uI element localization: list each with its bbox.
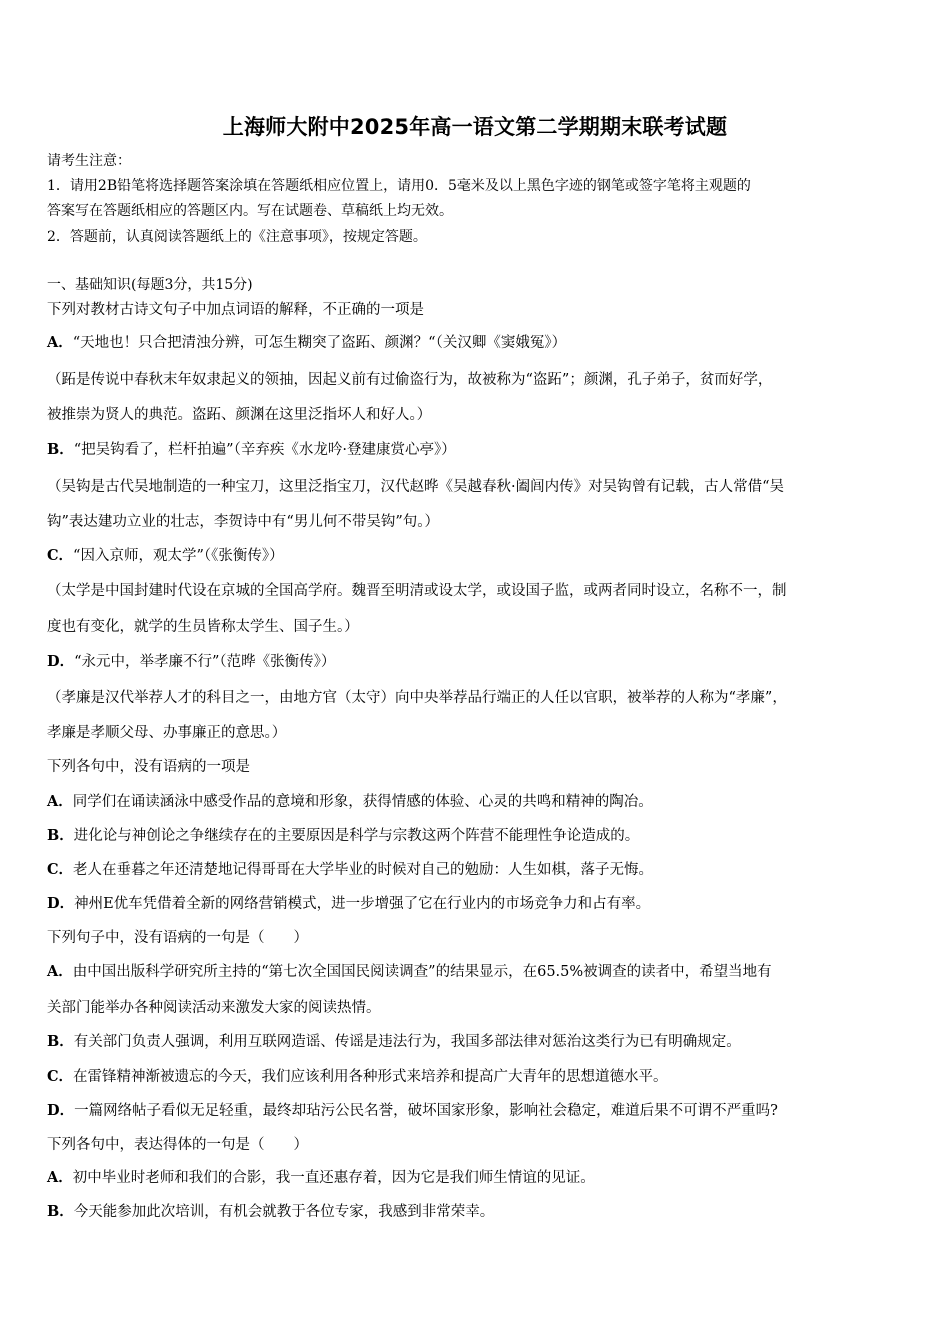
option-letter: B．	[47, 1033, 74, 1050]
option-d	[47, 894, 650, 914]
option-letter: D．	[47, 653, 75, 670]
option-text: 神州E优车凭借着全新的网络营销模式，进一步增强了它在行业内的市场竞争力和占有率。	[74, 896, 651, 912]
option-letter: A．	[47, 334, 73, 351]
option-letter: C．	[47, 861, 74, 878]
option-letter: B．	[47, 441, 74, 458]
option-letter: C．	[47, 547, 74, 564]
option-text: 同学们在诵读涵泳中感受作品的意境和形象，获得情感的体验、心灵的共鸣和精神的陶冶。	[72, 794, 653, 810]
option-text: 有关部门负责人强调，利用互联网造谣、传谣是违法行为，我国多部法律对惩治这类行为已有明确规定。	[73, 1034, 741, 1050]
option-note: （吴钩是古代吴地制造的一种宝刀，这里泛指宝刀，汉代赵晔《吴越春秋·阖闾内传》对吴钩曾有记载，古人常借“吴	[47, 479, 785, 495]
option-d	[47, 652, 335, 672]
option-d	[47, 1101, 778, 1121]
option-c	[47, 860, 653, 880]
option-note: 被推崇为贤人的典范。盗跖、颜渊在这里泛指坏人和好人。）	[47, 407, 432, 423]
option-letter: B．	[47, 1203, 74, 1220]
option-text: “天地也！只合把清浊分辨，可怎生糊突了盗跖、颜渊？“（关汉卿《窦娥冤》）	[72, 335, 567, 351]
option-c	[47, 1067, 668, 1087]
section-heading: 一、基础知识(每题3分，共15分)	[47, 277, 253, 293]
option-a	[47, 792, 653, 812]
option-note: （太学是中国封建时代设在京城的全国高学府。魏晋至明清或设太学，或设国子监，或两者同时设立，名称不一，制	[47, 583, 787, 599]
option-letter: D．	[47, 1102, 75, 1119]
option-b	[47, 826, 639, 846]
option-letter: A．	[47, 1169, 73, 1186]
notice-item: 1．请用2B铅笔将选择题答案涂填在答题纸相应位置上，请用0．5毫米及以上黑色字迹的钢笔或签字笔将主观题的	[47, 178, 751, 194]
question-stem: 下列对教材古诗文句子中加点词语的解释，不正确的一项是	[47, 302, 424, 318]
notice-item: 答案写在答题纸相应的答题区内。写在试题卷、草稿纸上均无效。	[47, 203, 453, 219]
option-text: 一篇网络帖子看似无足轻重，最终却玷污公民名誉，破坏国家形象，影响社会稳定，难道后果不可谓不严重吗?	[74, 1103, 778, 1119]
option-a	[47, 1168, 595, 1188]
option-note: 度也有变化，就学的生员皆称太学生、国子生。）	[47, 619, 359, 635]
option-letter: A．	[47, 963, 73, 980]
option-letter: C．	[47, 1068, 74, 1085]
option-a	[47, 333, 566, 353]
option-a	[47, 962, 772, 982]
option-text: “把吴钩看了，栏杆拍遍”（辛弃疾《水龙吟·登建康赏心亭》）	[73, 442, 456, 458]
option-text: 今天能参加此次培训，有机会就教于各位专家，我感到非常荣幸。	[73, 1204, 495, 1220]
option-text: “永元中，举孝廉不行”（范晔《张衡传》）	[74, 654, 336, 670]
option-b	[47, 1032, 741, 1052]
option-text: 初中毕业时老师和我们的合影，我一直还惠存着，因为它是我们师生情谊的见证。	[72, 1170, 595, 1186]
option-letter: B．	[47, 827, 74, 844]
option-continuation: 关部门能举办各种阅读活动来激发大家的阅读热情。	[47, 1000, 381, 1016]
page-title: 上海师大附中2025年高一语文第二学期期末联考试题	[222, 115, 728, 139]
option-letter: A．	[47, 793, 73, 810]
option-b	[47, 1202, 494, 1222]
option-text: 进化论与神创论之争继续存在的主要原因是科学与宗教这两个阵营不能理性争论造成的。	[73, 828, 640, 844]
option-text: “因入京师，观太学”（《张衡传》）	[73, 548, 284, 564]
option-note: （孝廉是汉代举荐人才的科目之一，由地方官（太守）向中央举荐品行端正的人任以官职，被举荐的人称为“孝廉”，	[47, 690, 787, 706]
option-note: （跖是传说中春秋末年奴隶起义的领抽，因起义前有过偷盗行为，故被称为“盗跖”；颜渊，孔子弟子，贫而好学，	[47, 372, 773, 388]
notice-item: 2．答题前，认真阅读答题纸上的《注意事项》，按规定答题。	[47, 229, 427, 245]
option-c	[47, 546, 284, 566]
question-stem: 下列各句中，没有语病的一项是	[47, 759, 250, 775]
notice-heading: 请考生注意：	[47, 153, 131, 169]
option-text: 老人在垂暮之年还清楚地记得哥哥在大学毕业的时候对自己的勉励：人生如棋，落子无悔。	[73, 862, 654, 878]
question-stem: 下列句子中，没有语病的一句是（ ）	[47, 930, 308, 946]
option-text: 由中国出版科学研究所主持的“第七次全国国民阅读调查”的结果显示，在65.5%被调查的读者中，希望当地有	[72, 964, 772, 980]
option-letter: D．	[47, 895, 75, 912]
option-note: 孝廉是孝顺父母、办事廉正的意思。）	[47, 725, 287, 741]
question-stem: 下列各句中，表达得体的一句是（ ）	[47, 1137, 308, 1153]
option-note: 钩”表达建功立业的壮志，李贺诗中有“男儿何不带吴钩”句。）	[47, 514, 439, 530]
option-text: 在雷锋精神渐被遗忘的今天，我们应该利用各种形式来培养和提高广大青年的思想道德水平。	[73, 1069, 668, 1085]
option-b	[47, 440, 456, 460]
